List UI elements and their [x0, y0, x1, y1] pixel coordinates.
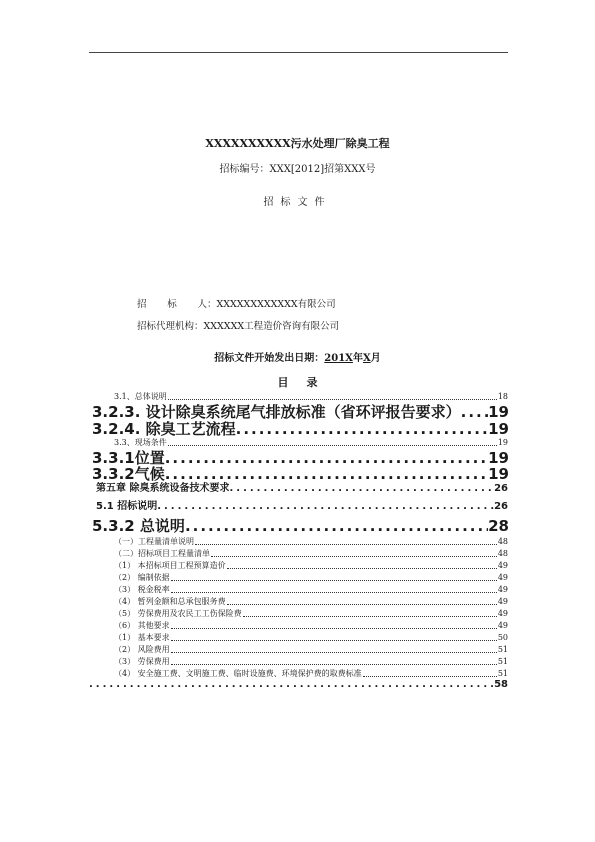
- toc-entry-text: （2） 编制依据: [114, 573, 170, 582]
- toc-entry-page: 49: [497, 585, 508, 594]
- toc-entry-page: 50: [497, 633, 508, 642]
- issue-date: [0, 349, 595, 364]
- issue-month-suffix: 月: [370, 353, 381, 364]
- toc-entry-text: （3） 劳保费用: [114, 657, 170, 666]
- toc-entry[interactable]: [114, 548, 508, 559]
- tenderer-line: [137, 296, 336, 310]
- issue-year-suffix: 年: [352, 353, 363, 364]
- toc-entry-text: （二）招标项目工程量清单: [114, 549, 210, 558]
- toc-leader: [171, 652, 497, 653]
- toc-leader: [229, 482, 494, 496]
- tenderer-value: ：XXXXXXXXXXXX有限公司: [207, 299, 336, 310]
- toc-entry-text: 第五章 除臭系统设备技术要求: [96, 483, 230, 494]
- toc-entry-page: 19: [497, 438, 508, 447]
- toc-entry-page: 19: [488, 420, 509, 438]
- agency-value: ：XXXXXX工程造价咨询有限公司: [194, 321, 340, 332]
- toc-entry-text: 3.3、现场条件: [114, 438, 167, 447]
- toc-leader: [171, 592, 497, 593]
- issue-date-label: 招标文件开始发出日期：: [214, 353, 325, 364]
- project-title: XXXXXXXXXX污水处理厂除臭工程: [205, 137, 390, 150]
- toc-leader: [211, 556, 497, 557]
- toc-entry-text: 3.3.2气候: [92, 465, 165, 483]
- toc-entry-page: 49: [497, 597, 508, 606]
- toc-entry-text: （4） 暂列金额和总承包服务费: [114, 597, 226, 606]
- toc-entry-page: 19: [488, 449, 509, 467]
- toc-entry-text: 3.3.1位置: [92, 449, 165, 467]
- bid-number: 招标编号：XXX[2012]招第XXX号: [219, 164, 376, 175]
- toc-entry-text: （3） 税金税率: [114, 585, 170, 594]
- toc-leader: [171, 640, 497, 641]
- toc-entry[interactable]: [114, 656, 508, 667]
- toc-leader: [168, 399, 497, 400]
- toc-entry-text: 5.3.2 总说明: [92, 517, 185, 535]
- toc-entry-page: 49: [497, 573, 508, 582]
- toc-entry-page: 48: [497, 549, 508, 558]
- toc-leader: [171, 664, 497, 665]
- toc-leader: [171, 580, 497, 581]
- issue-month: X: [362, 353, 371, 364]
- toc-entry[interactable]: [92, 517, 509, 536]
- toc-entry-continuation[interactable]: [89, 678, 508, 692]
- document-type: 招标文件: [263, 197, 332, 208]
- toc-entry[interactable]: [114, 437, 508, 448]
- toc-entry-text: （5） 劳保费用及农民工工伤保险费: [114, 609, 242, 618]
- toc-entry[interactable]: [114, 391, 508, 402]
- toc-entry-page: 26: [494, 483, 508, 494]
- toc-entry-page: 26: [494, 501, 508, 512]
- toc-entry-page: 48: [497, 537, 508, 546]
- toc-entry-page: 49: [497, 561, 508, 570]
- toc-entry[interactable]: [114, 536, 508, 547]
- toc-entry-text: 3.2.4. 除臭工艺流程: [92, 420, 236, 438]
- toc-entry-page: 28: [488, 517, 509, 535]
- toc-entry-text: （1） 本招标项目工程预算造价: [114, 561, 226, 570]
- toc-entry-page: 51: [497, 657, 508, 666]
- toc-entry-page: 18: [497, 392, 508, 401]
- toc-entry[interactable]: [114, 596, 508, 607]
- toc-leader: [195, 544, 497, 545]
- toc-entry-text: （4） 安全施工费、文明施工费、临时设施费、环境保护费的取费标准: [114, 669, 362, 678]
- toc-entry-page: 19: [488, 465, 509, 483]
- toc-entry-page: 58: [494, 679, 508, 690]
- toc-entry[interactable]: [114, 572, 508, 583]
- toc-entry-text: （一）工程量清单说明: [114, 537, 194, 546]
- issue-year: 201X: [324, 353, 353, 364]
- toc-leader: [227, 604, 497, 605]
- toc-leader: [363, 676, 497, 677]
- toc-entry[interactable]: [96, 482, 508, 496]
- toc-entry-page: 49: [497, 621, 508, 630]
- toc-entry-text: （1） 基本要求: [114, 633, 170, 642]
- toc-entry[interactable]: [114, 620, 508, 631]
- toc-leader: [171, 628, 497, 629]
- toc-leader: [243, 616, 497, 617]
- toc-entry[interactable]: [114, 560, 508, 571]
- toc-entry-page: 19: [488, 403, 509, 421]
- agency-label: 招标代理机构: [137, 321, 195, 332]
- toc-entry[interactable]: [114, 608, 508, 619]
- toc-entry[interactable]: [114, 632, 508, 643]
- toc-leader: [227, 568, 497, 569]
- tenderer-label: 招标人: [137, 299, 207, 310]
- toc-entry-page: 49: [497, 609, 508, 618]
- toc-entry-text: 3.2.3. 设计除臭系统尾气排放标准（省环评报告要求）: [92, 403, 461, 421]
- toc-leader: [157, 500, 494, 514]
- toc-entry-text: 3.1、总体说明: [114, 392, 167, 401]
- toc-entry[interactable]: [114, 584, 508, 595]
- toc-entry-text: （6） 其他要求: [114, 621, 170, 630]
- toc-leader: [185, 517, 488, 536]
- toc-entry[interactable]: [114, 644, 508, 655]
- agency-line: [137, 318, 339, 332]
- toc-entry-text: 5.1 招标说明: [96, 501, 158, 512]
- toc-entry[interactable]: [96, 500, 508, 514]
- header-rule: [89, 52, 508, 53]
- toc-heading: 目录: [277, 376, 336, 389]
- toc-leader: [168, 445, 497, 446]
- toc-entry-page: 51: [497, 645, 508, 654]
- toc-leader: [89, 678, 494, 692]
- toc-entry-page: 51: [497, 669, 508, 678]
- toc-entry-text: （2） 风险费用: [114, 645, 170, 654]
